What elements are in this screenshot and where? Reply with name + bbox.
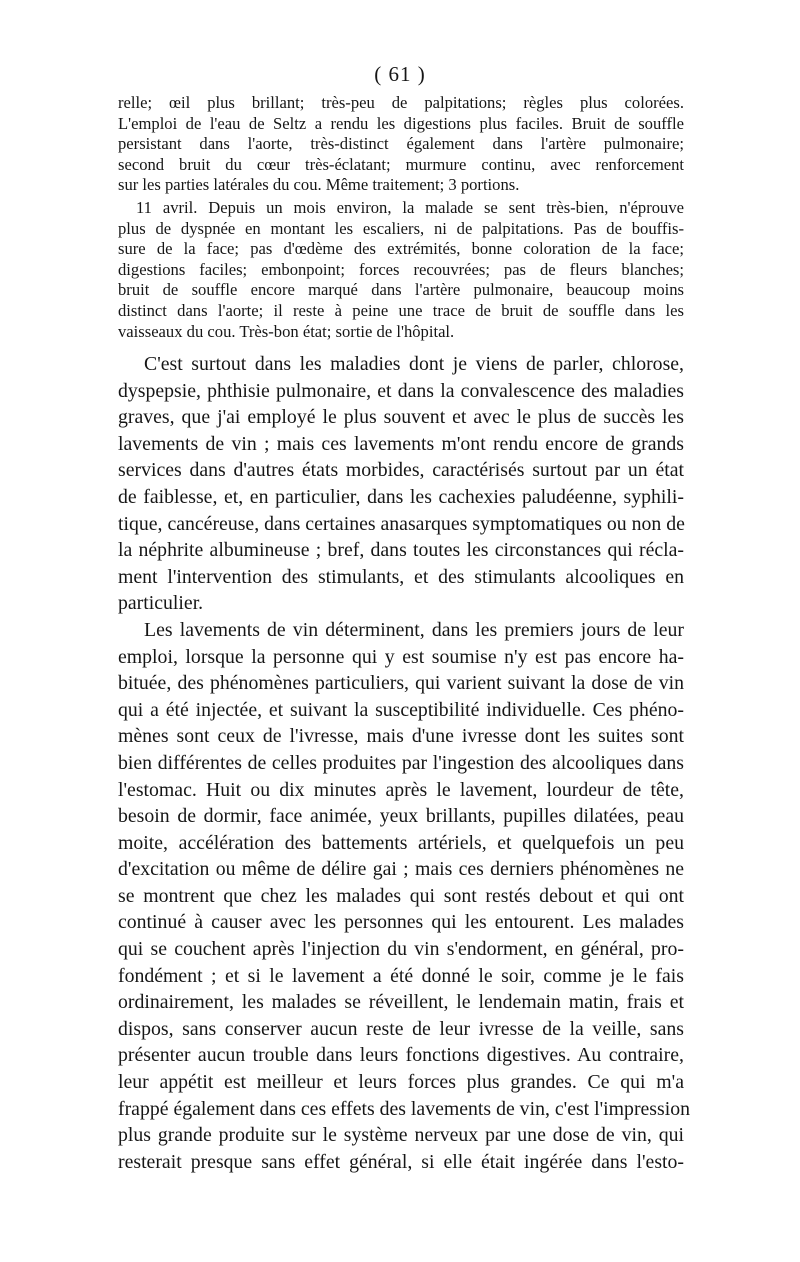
text-line: l'estomac. Huit ou dix minutes après le lavement, lourdeur de tête,: [118, 778, 684, 801]
paragraph-case-continued: [118, 93, 684, 196]
text-line: leur appétit est meilleur et leurs forces plus grandes. Ce qui m'a: [118, 1071, 684, 1094]
text-line: graves, que j'ai employé le plus souvent et avec le plus de succès les: [118, 406, 684, 429]
text-line: moite, accélération des battements artériels, et quelquefois un peu: [118, 831, 684, 854]
text-line: plus de dyspnée en montant les escaliers, ni de palpitations. Pas de bouffis-: [118, 218, 684, 238]
text-line: continué à causer avec les personnes qui les entourent. Les malades: [118, 911, 684, 934]
text-line: vaisseaux du cou. Très-bon état; sortie de l'hôpital.: [118, 321, 455, 341]
text-line: digestions faciles; embonpoint; forces recouvrées; pas de fleurs blanches;: [118, 259, 684, 279]
text-line: services dans d'autres états morbides, caractérisés surtout par un état: [118, 459, 684, 482]
paragraph-effects: [118, 617, 690, 1175]
text-line: qui a été injectée, et suivant la susceptibilité individuelle. Ces phéno-: [118, 698, 684, 721]
text-line: d'excitation ou même de délire gai ; mais ces derniers phénomènes ne: [118, 858, 684, 881]
text-line: présenter aucun trouble dans leurs fonctions digestives. Au contraire,: [118, 1044, 684, 1067]
text-line: persistant dans l'aorte, très-distinct également dans l'artère pulmonaire;: [118, 134, 684, 154]
text-line: L'emploi de l'eau de Seltz a rendu les digestions plus faciles. Bruit de souffle: [118, 113, 684, 133]
text-line: frappé également dans ces effets des lavements de vin, c'est l'impression: [118, 1097, 690, 1120]
text-line: Les lavements de vin déterminent, dans les premiers jours de leur: [144, 618, 684, 641]
text-line: resterait presque sans effet général, si elle était ingérée dans l'esto-: [118, 1150, 684, 1173]
text-line: ordinairement, les malades se réveillent, le lendemain matin, frais et: [118, 991, 684, 1014]
text-line: ment l'intervention des stimulants, et des stimulants alcooliques en: [118, 565, 684, 588]
text-line: sure de la face; pas d'œdème des extrémités, bonne coloration de la face;: [118, 239, 684, 259]
text-line: second bruit du cœur très-éclatant; murmure continu, avec renforcement: [118, 154, 684, 174]
text-line: la néphrite albumineuse ; bref, dans toutes les circonstances qui récla-: [118, 539, 684, 562]
text-line: bituée, des phénomènes particuliers, qui varient suivant la dose de vin: [118, 672, 684, 695]
text-line: sur les parties latérales du cou. Même traitement; 3 portions.: [118, 175, 520, 195]
page-number: ( 61 ): [374, 62, 426, 86]
text-line: dispos, sans conserver aucun reste de leur ivresse de la veille, sans: [118, 1017, 684, 1040]
text-line: emploi, lorsque la personne qui y est soumise n'y est pas encore ha-: [118, 645, 684, 668]
case-notes: [118, 93, 684, 342]
text-line: bruit de souffle encore marqué dans l'artère pulmonaire, beaucoup moins: [118, 280, 684, 300]
text-line: lavements de vin ; mais ces lavements m'ont rendu encore de grands: [118, 432, 684, 455]
text-line: besoin de dormir, face animée, yeux brillants, pupilles dilatées, peau: [118, 805, 684, 828]
text-line: distinct dans l'aorte; il reste à peine une trace de bruit de souffle dans les: [118, 300, 684, 320]
text-line: particulier.: [118, 592, 204, 615]
text-line: C'est surtout dans les maladies dont je viens de parler, chlorose,: [144, 353, 684, 375]
text-line: bien différentes de celles produites par l'ingestion des alcooliques dans: [118, 751, 684, 774]
text-line: plus grande produite sur le système nerveux par une dose de vin, qui: [118, 1124, 684, 1147]
text-line: dyspepsie, phthisie pulmonaire, et dans la convalescence des maladies: [118, 379, 684, 402]
text-line: qui se couchent après l'injection du vin s'endorment, en général, pro-: [118, 938, 684, 961]
body-text: [118, 351, 690, 1175]
paragraph-case-april: [118, 198, 684, 342]
text-line: 11 avril. Depuis un mois environ, la malade se sent très-bien, n'éprouve: [136, 197, 684, 217]
text-line: mènes sont ceux de l'ivresse, mais d'une ivresse dont les suites sont: [118, 725, 684, 748]
text-line: de faiblesse, et, en particulier, dans les cachexies paludéenne, syphili-: [118, 485, 684, 508]
paragraph-indications: [118, 351, 684, 617]
text-line: fondément ; et si le lavement a été donné le soir, comme je le fais: [118, 964, 684, 987]
text-line: relle; œil plus brillant; très-peu de palpitations; règles plus colorées.: [118, 93, 684, 112]
text-line: tique, cancéreuse, dans certaines anasarques symptomatiques ou non de: [118, 512, 685, 535]
text-line: se montrent que chez les malades qui sont restés debout et qui ont: [118, 884, 684, 907]
